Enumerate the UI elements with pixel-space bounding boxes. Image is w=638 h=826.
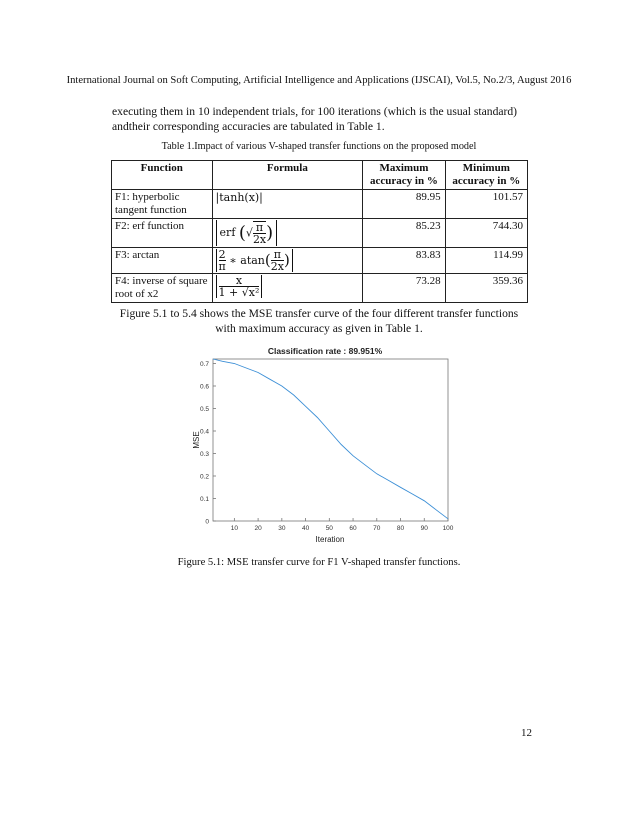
mse-series-line	[213, 359, 448, 519]
function-cell: F1: hyperbolic tangent function	[112, 190, 213, 219]
x-tick-label: 100	[442, 525, 454, 532]
formula-text: π	[253, 222, 266, 234]
x-tick-label: 60	[349, 525, 357, 532]
table-row	[112, 219, 528, 248]
x-tick-label: 80	[396, 525, 405, 532]
min-accuracy-cell: 114.99	[445, 248, 527, 274]
y-tick-label: 0.6	[199, 383, 209, 391]
function-cell: F4: inverse of square root of x2	[112, 274, 213, 303]
formula-text: √x²	[241, 286, 260, 299]
max-accuracy-cell: 83.83	[363, 248, 445, 274]
plot-frame	[213, 359, 448, 521]
mse-figure	[190, 344, 460, 554]
x-tick-label: 20	[254, 525, 262, 532]
y-tick-label: 0.1	[199, 496, 209, 503]
min-accuracy-cell: 359.36	[445, 274, 527, 303]
y-axis	[200, 361, 216, 526]
y-tick-label: 0.2	[199, 473, 209, 481]
min-accuracy-cell: 101.57	[445, 190, 527, 219]
page-number: 12	[521, 727, 532, 739]
table-row	[112, 190, 528, 219]
max-accuracy-cell: 85.23	[363, 219, 445, 248]
formula-text: 1 +	[218, 286, 242, 299]
formula-f4	[216, 275, 263, 298]
y-tick-label: 0	[205, 518, 209, 526]
formula-text: 2x	[270, 260, 284, 273]
function-cell: F3: arctan	[112, 248, 213, 274]
formula-text: π	[218, 260, 226, 273]
table-row	[112, 274, 528, 303]
x-tick-label: 70	[373, 525, 381, 532]
header-formula: Formula	[212, 161, 363, 190]
formula-cell	[212, 219, 363, 248]
intro-paragraph: executing them in 10 independent trials, for 100 iterations (which is the usual standard) andtheir corresponding accuracies are tabulated in Table 1.	[112, 105, 518, 133]
y-tick-label: 0.5	[199, 406, 209, 413]
y-tick-label: 0.7	[199, 361, 209, 368]
header-min-accuracy: Minimum accuracy in %	[445, 161, 527, 190]
formula-text: ∗ atan	[229, 254, 265, 267]
function-cell: F2: erf function	[112, 219, 213, 248]
table-caption: Table 1.Impact of various V-shaped transfer functions on the proposed model	[161, 141, 477, 152]
x-tick-label: 10	[230, 525, 238, 532]
table-header-row	[112, 161, 528, 190]
formula-cell	[212, 190, 363, 219]
max-accuracy-cell: 73.28	[363, 274, 445, 303]
formula-text: erf	[219, 226, 236, 239]
y-tick-label: 0.3	[199, 451, 209, 458]
x-tick-label: 90	[420, 525, 428, 532]
formula-f2: erf (√ $\frac{\pi}{2x}$ )	[216, 220, 278, 246]
formula-cell	[212, 248, 363, 274]
formula-cell	[212, 274, 363, 303]
x-axis-label: Iteration	[315, 535, 345, 544]
table-row	[112, 248, 528, 274]
min-accuracy-cell: 744.30	[445, 219, 527, 248]
journal-header: International Journal on Soft Computing, Artificial Intelligence and Applications (IJSCAI), Vol.5, No.2/3, August 2016	[66, 75, 572, 86]
y-tick-label: 0.4	[199, 428, 209, 436]
header-max-accuracy: Maximum accuracy in %	[363, 161, 445, 190]
y-axis-label: MSE	[192, 431, 201, 449]
formula-f1: |tanh(x)|	[215, 191, 263, 204]
figure-intro-paragraph: Figure 5.1 to 5.4 shows the MSE transfer curve of the four different transfer functions with maximum accuracy as given in Table 1.	[119, 307, 519, 335]
results-table	[111, 160, 528, 303]
max-accuracy-cell: 89.95	[363, 190, 445, 219]
x-tick-label: 30	[278, 525, 286, 532]
series-group	[213, 359, 448, 519]
chart-title: Classification rate : 89.951%	[267, 346, 383, 356]
formula-f3: $\frac{2}{\pi}$ ∗ atan( $\frac{\pi}{2x}$ )	[216, 249, 293, 272]
mse-chart	[190, 344, 460, 549]
formula-text: 2x	[252, 233, 267, 246]
formula-text: π	[271, 249, 284, 261]
header-function: Function	[112, 161, 213, 190]
x-tick-label: 40	[301, 525, 310, 532]
formula-text: x	[219, 275, 260, 287]
x-tick-label: 50	[325, 525, 333, 532]
formula-text: 2	[218, 248, 226, 261]
figure-caption: Figure 5.1: MSE transfer curve for F1 V-shaped transfer functions.	[177, 557, 461, 568]
x-axis	[231, 518, 454, 532]
